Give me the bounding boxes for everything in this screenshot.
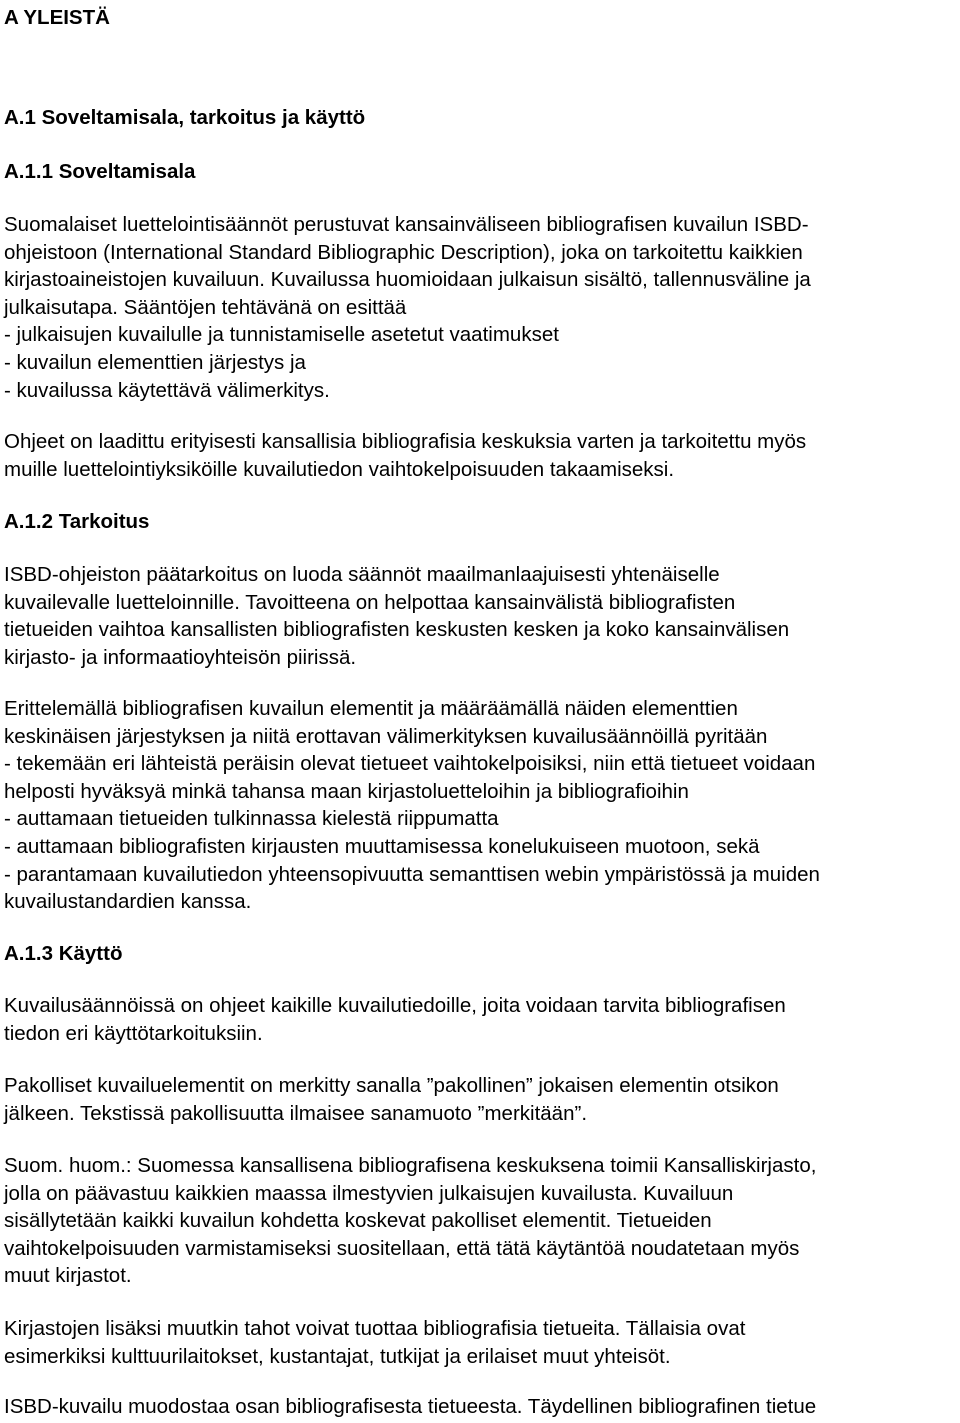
- text-line: vaihtokelpoisuuden varmistamiseksi suositellaan, että tätä käytäntöä noudatetaan myös: [4, 1236, 800, 1260]
- list-item: - kuvailussa käytettävä välimerkitys.: [4, 378, 330, 402]
- list-item: - auttamaan bibliografisten kirjausten muuttamisessa konelukuiseen muotoon, sekä: [4, 834, 760, 858]
- text-line: esimerkiksi kulttuurilaitokset, kustantajat, tutkijat ja erilaiset muut yhteisöt.: [4, 1344, 671, 1368]
- text-line: kirjasto- ja informaatioyhteisön piirissä.: [4, 645, 357, 669]
- heading-general: A YLEISTÄ: [4, 6, 110, 29]
- text-line: ISBD-ohjeiston päätarkoitus on luoda säännöt maailmanlaajuisesti yhtenäiselle: [4, 563, 720, 586]
- text-line: jälkeen. Tekstissä pakollisuutta ilmaisee sanamuoto ”merkitään”.: [4, 1101, 588, 1125]
- text-line: Pakolliset kuvailuelementit on merkitty sanalla ”pakollinen” jokaisen elementin otsikon: [4, 1074, 779, 1097]
- list-item: - auttamaan tietueiden tulkinnassa kielestä riippumatta: [4, 807, 499, 831]
- use-paragraph-3: [4, 1152, 816, 1290]
- text-line: ohjeistoon (International Standard Bibliographic Description), joka on tarkoitettu kaikkien: [4, 240, 803, 264]
- text-line: Suom. huom.: Suomessa kansallisena bibliografisena keskuksena toimii Kansalliskirjasto,: [4, 1154, 817, 1177]
- text-line: muille luettelointiyksiköille kuvailutiedon vaihtokelpoisuuden takaamiseksi.: [4, 457, 675, 481]
- heading-use: A.1.3 Käyttö: [4, 942, 123, 965]
- text-line: jolla on päävastuu kaikkien maassa ilmestyvien julkaisujen kuvailusta. Kuvailuun: [4, 1181, 734, 1205]
- list-item: - kuvailun elementtien järjestys ja: [4, 350, 306, 374]
- text-line: helposti hyväksyä minkä tahansa maan kirjastoluetteloihin ja bibliografioihin: [4, 779, 689, 803]
- text-line: kuvailevalle luetteloinnille. Tavoitteena on helpottaa kansainvälistä bibliografisten: [4, 590, 736, 614]
- text-line: kuvailustandardien kanssa.: [4, 890, 252, 914]
- scope-paragraph-2: [4, 428, 806, 483]
- text-line: Suomalaiset luettelointisäännöt perustuvat kansainväliseen bibliografisen kuvailun ISBD-: [4, 213, 809, 236]
- purpose-paragraph-1: [4, 561, 789, 671]
- use-paragraph-1: [4, 992, 786, 1047]
- heading-purpose: A.1.2 Tarkoitus: [4, 510, 150, 533]
- use-paragraph-4: [4, 1315, 745, 1370]
- scope-paragraph-1: [4, 211, 811, 404]
- text-line: ISBD-kuvailu muodostaa osan bibliografisesta tietueesta. Täydellinen bibliografinen tietue: [4, 1395, 817, 1418]
- text-line: Kuvailusäännöissä on ohjeet kaikille kuvailutiedoille, joita voidaan tarvita bibliografisen: [4, 994, 786, 1017]
- text-line: Kirjastojen lisäksi muutkin tahot voivat tuottaa bibliografisia tietueita. Tällaisia ovat: [4, 1317, 746, 1340]
- text-line: julkaisutapa. Sääntöjen tehtävänä on esittää: [4, 295, 407, 319]
- purpose-paragraph-2: [4, 695, 820, 916]
- text-line: sisällytetään kaikki kuvailun kohdetta koskevat pakolliset elementit. Tietueiden: [4, 1209, 712, 1233]
- list-item: - parantamaan kuvailutiedon yhteensopivuutta semanttisen webin ympäristössä ja muiden: [4, 862, 820, 886]
- text-line: tiedon eri käyttötarkoituksiin.: [4, 1021, 263, 1045]
- text-line: muut kirjastot.: [4, 1264, 132, 1288]
- text-line: kirjastoaineistojen kuvailuun. Kuvailussa huomioidaan julkaisun sisältö, tallennusväline ja: [4, 268, 811, 292]
- heading-scope-purpose-use: A.1 Soveltamisala, tarkoitus ja käyttö: [4, 106, 366, 129]
- list-item: - tekemään eri lähteistä peräisin olevat tietueet vaihtokelpoisiksi, niin että tietueet voidaan: [4, 752, 816, 776]
- text-line: keskinäisen järjestyksen ja niitä erottavan välimerkityksen kuvailusäännöillä pyritään: [4, 724, 768, 748]
- heading-scope: A.1.1 Soveltamisala: [4, 160, 196, 183]
- text-line: Ohjeet on laadittu erityisesti kansallisia bibliografisia keskuksia varten ja tarkoitettu myös: [4, 430, 807, 453]
- text-line: tietueiden vaihtoa kansallisten bibliografisten keskusten kesken ja koko kansainvälisen: [4, 618, 790, 642]
- list-item: - julkaisujen kuvailulle ja tunnistamiselle asetetut vaatimukset: [4, 323, 559, 347]
- use-paragraph-5: [4, 1393, 816, 1421]
- use-paragraph-2: [4, 1072, 779, 1127]
- text-line: Erittelemällä bibliografisen kuvailun elementit ja määräämällä näiden elementtien: [4, 697, 738, 720]
